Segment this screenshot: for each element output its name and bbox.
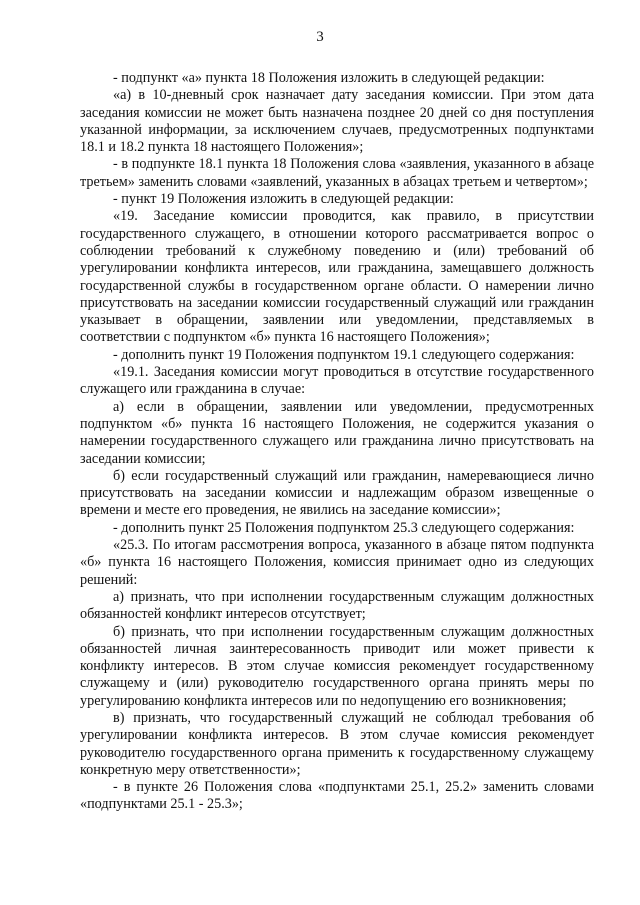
paragraph: «19. Заседание комиссии проводится, как правило, в присутствии государственного служащего, в отношении которого рассматривается вопрос о соблюдении требований к служебному поведению и (или) требований об урегулировании конфликта интересов, или гражданина, замещавшего должность государственной службы в государственном органе области. О намерении лично присутствовать на заседании комиссии государственный служащий или гражданин указывает в обращении, заявлении или уведомлении, представляемых в соответствии с подпунктом «б» пункта 16 настоящего Положения»; <box>80 208 594 346</box>
paragraph: б) если государственный служащий или гражданин, намеревающиеся лично присутствовать на заседании комиссии и надлежащим образом извещенные о времени и месте его проведения, не явились на заседание комиссии»; <box>80 467 594 519</box>
paragraph: б) признать, что при исполнении государственным служащим должностных обязанностей личная заинтересованность приводит или может привести к конфликту интересов. В этом случае комиссия рекомендует государственному служащему и (или) руководителю государственного органа принять меры по урегулированию конфликта интересов или по недопущению его возникновения; <box>80 623 594 709</box>
paragraph: «25.3. По итогам рассмотрения вопроса, указанного в абзаце пятом подпункта «б» пункта 16 настоящего Положения, комиссия принимает одно из следующих решений: <box>80 537 594 588</box>
paragraph: - дополнить пункт 25 Положения подпунктом 25.3 следующего содержания: <box>113 519 575 536</box>
paragraph: - дополнить пункт 19 Положения подпунктом 19.1 следующего содержания: <box>113 346 575 363</box>
paragraph: «а) в 10-дневный срок назначает дату заседания комиссии. При этом дата заседания комиссии не может быть назначена позднее 20 дней со дня поступления указанной информации, за исключением случаев, предусмотренных подпунктами 18.1 и 18.2 пункта 18 настоящего Положения»; <box>80 87 594 156</box>
paragraph: в) признать, что государственный служащий не соблюдал требования об урегулировании конфликта интересов. В этом случае комиссия рекомендует руководителю государственного органа применить к государственному служащему конкретную меру ответственности»; <box>80 709 594 778</box>
paragraph: а) признать, что при исполнении государственным служащим должностных обязанностей конфликт интересов отсутствует; <box>80 588 594 623</box>
page-number: 3 <box>316 29 324 45</box>
paragraph: - пункт 19 Положения изложить в следующей редакции: <box>113 191 454 208</box>
paragraph: - в пункте 26 Положения слова «подпунктами 25.1, 25.2» заменить словами «подпунктами 25.1 - 25.3»; <box>80 779 594 813</box>
paragraph: - в подпункте 18.1 пункта 18 Положения слова «заявления, указанного в абзаце третьем» заменить словами «заявлений, указанных в абзацах третьем и четвертом»; <box>80 156 594 190</box>
paragraph: «19.1. Заседания комиссии могут проводиться в отсутствие государственного служащего или гражданина в случае: <box>80 364 594 398</box>
paragraph: - подпункт «а» пункта 18 Положения изложить в следующей редакции: <box>113 70 545 86</box>
paragraph: а) если в обращении, заявлении или уведомлении, предусмотренных подпунктом «б» пункта 16 настоящего Положения, не содержится указания о намерении государственного служащего или гражданина лично присутствовать на заседании комиссии; <box>80 398 594 467</box>
document-body <box>80 70 594 814</box>
